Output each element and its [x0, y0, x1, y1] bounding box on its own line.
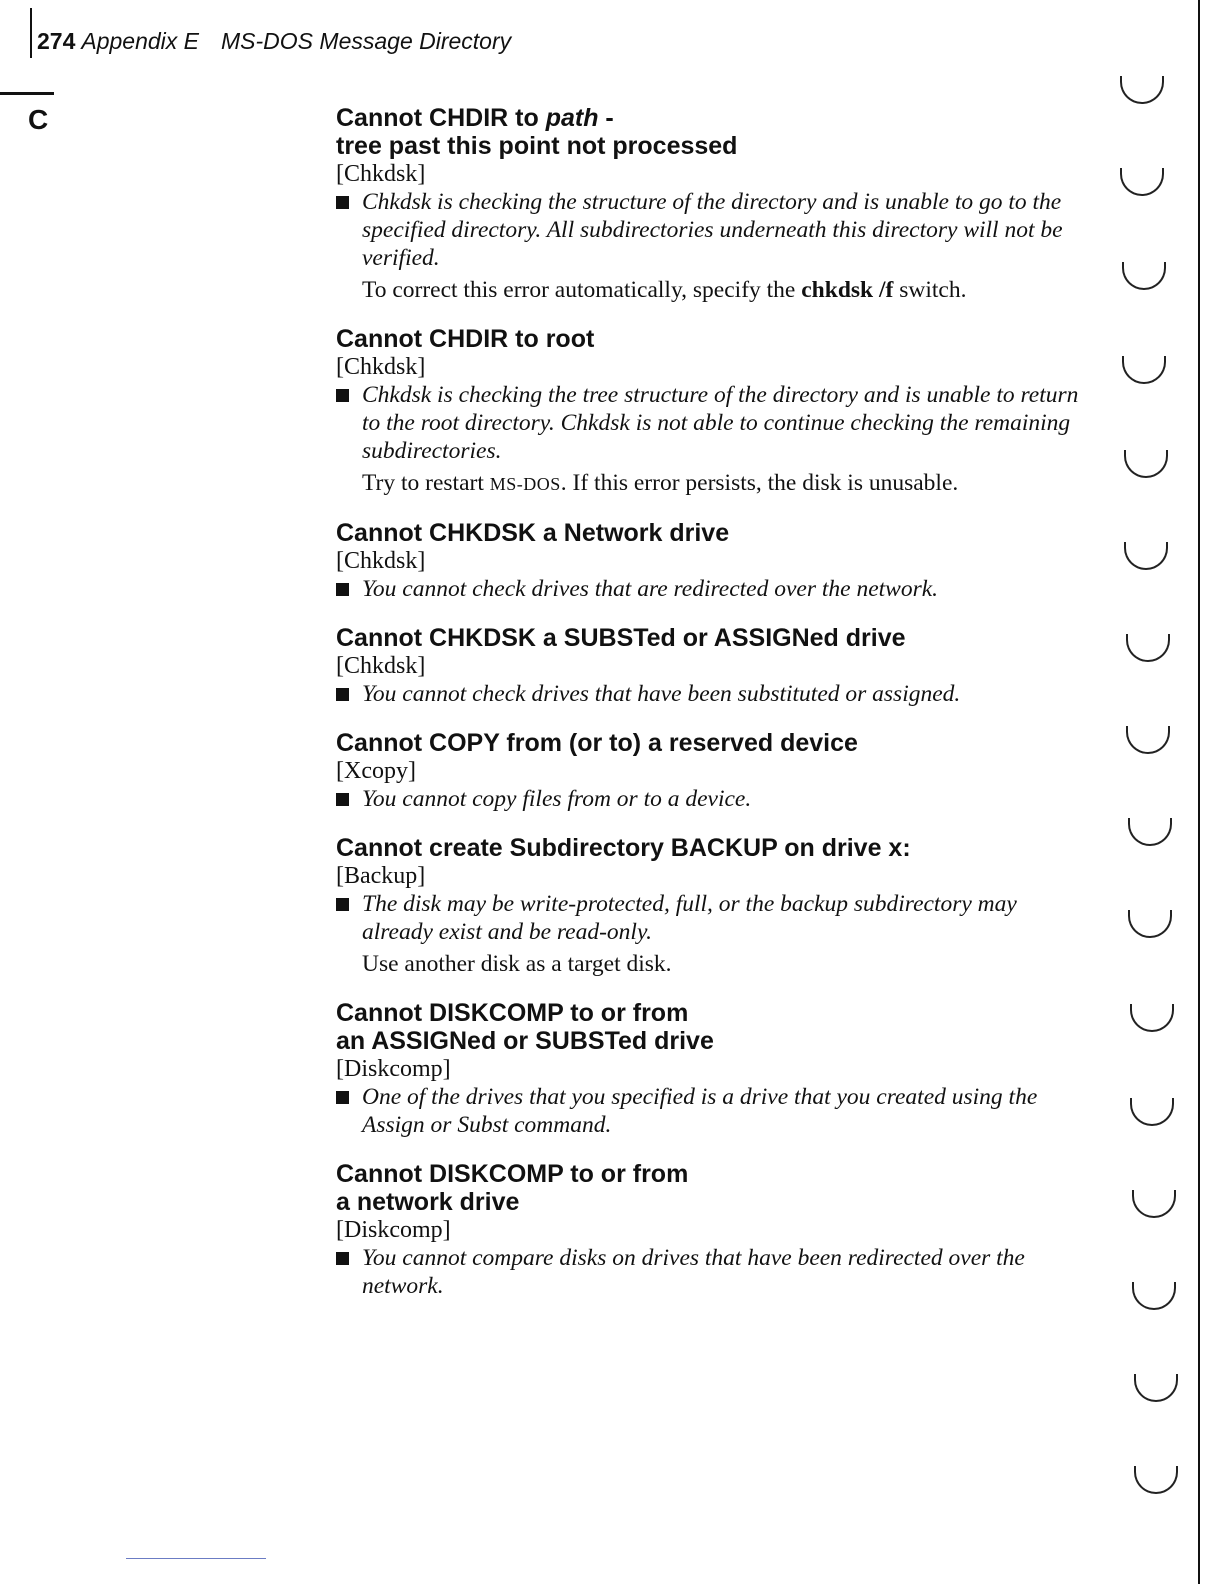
binder-hole — [1126, 634, 1170, 662]
message-entry — [336, 729, 1086, 813]
message-heading: Cannot CHKDSK a Network drive — [336, 519, 730, 547]
binder-hole — [1124, 450, 1168, 478]
message-description: You cannot check drives that are redirected over the network. — [336, 575, 1086, 603]
binder-hole — [1124, 542, 1168, 570]
message-heading: Cannot DISKCOMP to or from — [336, 999, 689, 1027]
message-description: You cannot compare disks on drives that have been redirected over the network. — [336, 1244, 1086, 1300]
binder-hole — [1130, 1098, 1174, 1126]
command-tag: [Chkdsk] — [336, 653, 426, 679]
corrective-note: Use another disk as a target disk. — [362, 951, 672, 977]
binder-hole — [1128, 818, 1172, 846]
binder-hole — [1132, 1282, 1176, 1310]
command-tag: [Diskcomp] — [336, 1056, 451, 1082]
bullet-icon — [336, 898, 349, 911]
message-heading-cont: a network drive — [336, 1188, 520, 1216]
message-heading: Cannot CHDIR to root — [336, 325, 595, 353]
command-tag: [Xcopy] — [336, 758, 416, 784]
message-heading-cont: an ASSIGNed or SUBSTed drive — [336, 1027, 714, 1055]
appendix-label: Appendix E — [81, 28, 200, 54]
message-entry — [336, 104, 1086, 304]
message-description: You cannot check drives that have been substituted or assigned. — [336, 680, 1086, 708]
message-heading: Cannot CHKDSK a SUBSTed or ASSIGNed drive — [336, 624, 906, 652]
binder-hole — [1130, 1004, 1174, 1032]
binder-hole — [1134, 1374, 1178, 1402]
page-edge-line — [1198, 0, 1200, 1584]
bullet-icon — [336, 583, 349, 596]
message-heading: Cannot COPY from (or to) a reserved device — [336, 729, 858, 757]
bullet-icon — [336, 196, 349, 209]
message-entry — [336, 519, 1086, 603]
bullet-icon — [336, 688, 349, 701]
binder-holes — [1118, 0, 1188, 1584]
message-description: Chkdsk is checking the tree structure of the directory and is unable to return to the root directory. Chkdsk is not able to continue checking the remaining subdirectories. — [336, 381, 1086, 465]
command-tag: [Chkdsk] — [336, 161, 426, 187]
command-switch: chkdsk /f — [801, 277, 894, 303]
message-heading: Cannot DISKCOMP to or from — [336, 1160, 689, 1188]
message-entry — [336, 834, 1086, 978]
message-description: One of the drives that you specified is a drive that you created using the Assign or Subst command. — [336, 1083, 1086, 1139]
page-number: 274 — [37, 28, 76, 54]
command-tag: [Chkdsk] — [336, 354, 426, 380]
bullet-icon — [336, 389, 349, 402]
binder-hole — [1132, 1190, 1176, 1218]
message-entry — [336, 1160, 1086, 1300]
running-header — [37, 28, 511, 55]
binder-hole — [1122, 356, 1166, 384]
header-rule — [30, 8, 32, 58]
binder-hole — [1134, 1466, 1178, 1494]
section-title: MS-DOS Message Directory — [221, 28, 512, 54]
bullet-icon — [336, 793, 349, 806]
message-description: Chkdsk is checking the structure of the directory and is unable to go to the specified directory. All subdirectories underneath this directory will not be verified. — [336, 188, 1086, 272]
corrective-note: To correct this error automatically, specify the chkdsk /f switch. — [362, 277, 967, 303]
command-tag: [Backup] — [336, 863, 426, 889]
binder-hole — [1126, 726, 1170, 754]
message-list — [336, 104, 1086, 1321]
binder-hole — [1122, 262, 1166, 290]
bullet-icon — [336, 1091, 349, 1104]
message-entry — [336, 624, 1086, 708]
message-description: You cannot copy files from or to a device. — [336, 785, 1086, 813]
thumb-tab-bar — [0, 92, 54, 95]
corrective-note: Try to restart MS-DOS. If this error persists, the disk is unusable. — [362, 470, 959, 496]
message-description: The disk may be write-protected, full, or the backup subdirectory may already exist and be read-only. — [336, 890, 1086, 946]
binder-hole — [1128, 910, 1172, 938]
command-tag: [Chkdsk] — [336, 548, 426, 574]
binder-hole — [1120, 168, 1164, 196]
message-heading: Cannot CHDIR to path - — [336, 104, 614, 132]
ms-dos-smallcaps: MS-DOS — [489, 474, 561, 494]
message-entry — [336, 999, 1086, 1139]
binder-hole — [1120, 76, 1164, 104]
message-heading: Cannot create Subdirectory BACKUP on drive x: — [336, 834, 911, 862]
path-variable: path — [545, 104, 599, 132]
thumb-tab-letter: C — [28, 104, 49, 135]
message-entry — [336, 325, 1086, 498]
command-tag: [Diskcomp] — [336, 1217, 451, 1243]
footer-rule — [126, 1558, 266, 1559]
message-heading-cont: tree past this point not processed — [336, 132, 738, 160]
bullet-icon — [336, 1252, 349, 1265]
